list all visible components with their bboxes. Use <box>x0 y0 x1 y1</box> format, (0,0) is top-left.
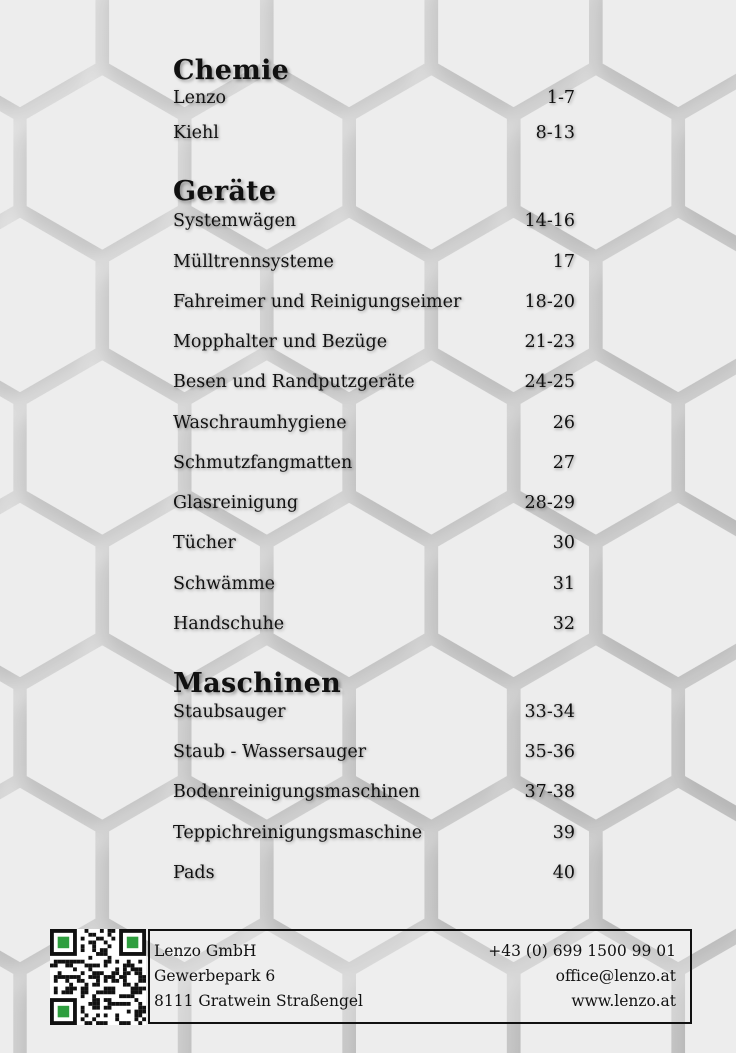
qr-module <box>81 987 85 991</box>
qr-module <box>73 987 77 991</box>
section-heading: Chemie <box>173 55 290 86</box>
qr-module <box>85 964 89 968</box>
qr-module <box>73 960 77 964</box>
qr-module <box>85 929 89 933</box>
qr-module <box>92 941 96 945</box>
qr-module <box>134 990 138 994</box>
qr-module <box>50 964 54 968</box>
qr-module <box>92 933 96 937</box>
qr-module <box>96 990 100 994</box>
qr-module <box>131 987 135 991</box>
qr-module <box>88 1021 92 1025</box>
qr-module <box>108 929 112 933</box>
qr-module <box>81 979 85 983</box>
qr-module <box>62 975 66 979</box>
qr-module <box>127 1021 131 1025</box>
qr-module <box>104 952 108 956</box>
qr-module <box>138 975 142 979</box>
qr-module <box>119 1002 123 1006</box>
qr-module <box>69 983 73 987</box>
phone-number: +43 (0) 699 1500 99 01 <box>488 942 676 960</box>
qr-module <box>123 1021 127 1025</box>
toc-entry[interactable] <box>173 250 575 274</box>
qr-module <box>88 975 92 979</box>
qr-module <box>138 990 142 994</box>
qr-module <box>119 975 123 979</box>
qr-module <box>69 964 73 968</box>
qr-module <box>142 1017 146 1021</box>
toc-entry-name: Pads <box>173 863 215 883</box>
qr-module <box>131 964 135 968</box>
qr-module <box>69 960 73 964</box>
qr-code-icon <box>50 929 146 1025</box>
qr-module <box>96 952 100 956</box>
qr-module <box>100 929 104 933</box>
qr-module <box>138 971 142 975</box>
qr-module <box>92 1002 96 1006</box>
qr-module <box>104 979 108 983</box>
qr-module <box>81 994 85 998</box>
qr-module <box>108 1006 112 1010</box>
toc-entry[interactable] <box>173 612 575 636</box>
toc-entry-name: Staubsauger <box>173 702 286 722</box>
section-heading: Geräte <box>173 176 277 207</box>
toc-entry-name: Glasreinigung <box>173 493 299 513</box>
qr-module <box>123 967 127 971</box>
qr-module <box>108 956 112 960</box>
qr-module <box>108 960 112 964</box>
qr-module <box>104 960 108 964</box>
qr-module <box>142 975 146 979</box>
toc-entry-pages: 8-13 <box>535 123 575 143</box>
street-address: Gewerbepark 6 <box>154 967 276 985</box>
qr-module <box>77 960 81 964</box>
qr-module <box>65 979 69 983</box>
qr-module <box>54 960 58 964</box>
toc-entry-name: Tücher <box>173 533 236 553</box>
toc-entry[interactable] <box>173 740 575 764</box>
qr-module <box>108 975 112 979</box>
qr-module <box>131 994 135 998</box>
qr-module <box>96 998 100 1002</box>
qr-module <box>88 964 92 968</box>
qr-module <box>119 994 123 998</box>
qr-module <box>100 971 104 975</box>
contact-box <box>148 929 692 1024</box>
toc-entry-name: Mülltrennsysteme <box>173 252 334 272</box>
toc-entry[interactable] <box>173 531 575 555</box>
qr-finder-center <box>58 1006 70 1018</box>
qr-module <box>92 1017 96 1021</box>
qr-module <box>81 971 85 975</box>
qr-module <box>111 971 115 975</box>
qr-module <box>111 979 115 983</box>
qr-module <box>81 1006 85 1010</box>
qr-module <box>85 1021 89 1025</box>
qr-module <box>96 1006 100 1010</box>
footer <box>50 929 692 1025</box>
qr-module <box>127 971 131 975</box>
qr-module <box>134 998 138 1002</box>
qr-module <box>65 964 69 968</box>
qr-module <box>104 987 108 991</box>
qr-module <box>85 983 89 987</box>
section-heading: Maschinen <box>173 668 342 699</box>
qr-module <box>104 948 108 952</box>
qr-module <box>85 1013 89 1017</box>
qr-module <box>81 1010 85 1014</box>
qr-module <box>96 1021 100 1025</box>
toc-entry-name: Systemwägen <box>173 211 297 231</box>
toc-entry-pages: 35-36 <box>524 742 575 762</box>
qr-module <box>138 1010 142 1014</box>
toc-entry-pages: 14-16 <box>524 211 575 231</box>
toc-entry-pages: 24-25 <box>524 372 575 392</box>
qr-module <box>92 964 96 968</box>
qr-module <box>138 1006 142 1010</box>
qr-module <box>123 994 127 998</box>
qr-module <box>85 990 89 994</box>
contact-block <box>488 939 676 1014</box>
qr-module <box>111 937 115 941</box>
qr-module <box>88 941 92 945</box>
qr-module <box>88 956 92 960</box>
qr-module <box>69 975 73 979</box>
qr-module <box>111 1002 115 1006</box>
city-address: 8111 Gratwein Straßengel <box>154 992 364 1010</box>
qr-module <box>134 1010 138 1014</box>
qr-module <box>104 964 108 968</box>
toc-entry-pages: 17 <box>552 252 575 272</box>
toc-entry[interactable] <box>173 290 575 314</box>
qr-module <box>142 1006 146 1010</box>
qr-module <box>65 975 69 979</box>
toc-entry[interactable] <box>173 209 575 233</box>
qr-module <box>81 937 85 941</box>
qr-module <box>127 964 131 968</box>
toc-entry[interactable] <box>173 121 575 145</box>
qr-module <box>134 1013 138 1017</box>
toc-entry[interactable] <box>173 451 575 475</box>
qr-module <box>142 979 146 983</box>
qr-module <box>96 1002 100 1006</box>
website-link[interactable]: www.lenzo.at <box>571 992 676 1010</box>
qr-module <box>134 971 138 975</box>
qr-module <box>96 971 100 975</box>
qr-module <box>81 1017 85 1021</box>
qr-module <box>81 944 85 948</box>
qr-module <box>104 1006 108 1010</box>
qr-module <box>92 948 96 952</box>
qr-module <box>100 937 104 941</box>
qr-module <box>138 1021 142 1025</box>
qr-module <box>69 990 73 994</box>
qr-module <box>104 990 108 994</box>
qr-module <box>104 1021 108 1025</box>
toc-entry-pages: 26 <box>552 413 575 433</box>
toc-entry-name: Fahreimer und Reinigungseimer <box>173 292 462 312</box>
address-block <box>154 939 363 1014</box>
qr-module <box>138 1013 142 1017</box>
toc-entry-pages: 40 <box>552 863 575 883</box>
toc-entry-name: Mopphalter und Bezüge <box>173 332 388 352</box>
toc-entry-pages: 33-34 <box>524 702 575 722</box>
qr-module <box>108 990 112 994</box>
toc-entry-pages: 18-20 <box>524 292 575 312</box>
qr-module <box>123 1002 127 1006</box>
toc-entry-name: Schwämme <box>173 574 276 594</box>
qr-module <box>115 979 119 983</box>
qr-module <box>81 960 85 964</box>
qr-module <box>77 975 81 979</box>
email-link[interactable]: office@lenzo.at <box>555 967 676 985</box>
qr-module <box>58 975 62 979</box>
toc-entry-pages: 21-23 <box>524 332 575 352</box>
qr-module <box>104 998 108 1002</box>
qr-module <box>69 987 73 991</box>
qr-module <box>104 975 108 979</box>
qr-module <box>134 967 138 971</box>
toc-entry-pages: 27 <box>552 453 575 473</box>
qr-module <box>54 975 58 979</box>
qr-module <box>65 987 69 991</box>
qr-module <box>104 941 108 945</box>
toc-entry[interactable] <box>173 821 575 845</box>
qr-module <box>111 929 115 933</box>
qr-module <box>138 979 142 983</box>
qr-module <box>108 933 112 937</box>
toc-entry[interactable] <box>173 370 575 394</box>
qr-module <box>88 967 92 971</box>
qr-module <box>123 979 127 983</box>
toc-entry[interactable] <box>173 491 575 515</box>
qr-module <box>77 979 81 983</box>
qr-module <box>58 971 62 975</box>
qr-module <box>96 937 100 941</box>
qr-module <box>73 967 77 971</box>
qr-module <box>123 975 127 979</box>
qr-module <box>108 987 112 991</box>
qr-module <box>127 983 131 987</box>
qr-module <box>127 994 131 998</box>
qr-module <box>100 1021 104 1025</box>
toc-entry-name: Kiehl <box>173 123 219 143</box>
qr-module <box>131 990 135 994</box>
qr-module <box>115 967 119 971</box>
qr-module <box>100 990 104 994</box>
qr-module <box>108 998 112 1002</box>
toc-entry-pages: 30 <box>552 533 575 553</box>
qr-finder-center <box>58 937 70 949</box>
toc-entry-name: Teppichreinigungsmaschine <box>173 823 423 843</box>
qr-module <box>54 964 58 968</box>
toc-entry-pages: 32 <box>552 614 575 634</box>
qr-module <box>92 983 96 987</box>
qr-module <box>100 948 104 952</box>
qr-module <box>111 990 115 994</box>
qr-module <box>123 971 127 975</box>
qr-module <box>104 1013 108 1017</box>
qr-module <box>92 1006 96 1010</box>
qr-module <box>108 1002 112 1006</box>
qr-module <box>96 964 100 968</box>
qr-module <box>92 998 96 1002</box>
toc-entry-name: Handschuhe <box>173 614 285 634</box>
toc-entry-pages: 31 <box>552 574 575 594</box>
qr-module <box>131 967 135 971</box>
qr-module <box>119 1021 123 1025</box>
qr-module <box>81 948 85 952</box>
qr-module <box>108 944 112 948</box>
qr-module <box>58 960 62 964</box>
qr-module <box>138 1002 142 1006</box>
qr-module <box>92 971 96 975</box>
toc-entry[interactable] <box>173 861 575 885</box>
qr-module <box>127 1010 131 1014</box>
toc-entry-name: Lenzo <box>173 88 227 108</box>
qr-module <box>92 944 96 948</box>
qr-module <box>123 983 127 987</box>
toc-entry-name: Bodenreinigungsmaschinen <box>173 782 420 802</box>
toc-entry-name: Staub - Wassersauger <box>173 742 367 762</box>
toc-entry[interactable] <box>173 572 575 596</box>
qr-module <box>96 1013 100 1017</box>
qr-module <box>134 983 138 987</box>
toc-entry-name: Waschraumhygiene <box>173 413 347 433</box>
toc-entry-pages: 28-29 <box>524 493 575 513</box>
toc-entry[interactable] <box>173 86 575 110</box>
qr-module <box>115 1013 119 1017</box>
qr-module <box>62 990 66 994</box>
qr-module <box>138 967 142 971</box>
qr-module <box>138 960 142 964</box>
qr-module <box>115 1002 119 1006</box>
toc-entry[interactable] <box>173 330 575 354</box>
qr-module <box>142 987 146 991</box>
qr-module <box>115 960 119 964</box>
qr-module <box>115 971 119 975</box>
toc-entry-pages: 39 <box>552 823 575 843</box>
qr-module <box>92 994 96 998</box>
qr-module <box>111 975 115 979</box>
company-name: Lenzo GmbH <box>154 942 257 960</box>
qr-module <box>54 987 58 991</box>
qr-module <box>115 1017 119 1021</box>
qr-module <box>54 979 58 983</box>
qr-module <box>123 964 127 968</box>
qr-module <box>65 990 69 994</box>
qr-module <box>100 952 104 956</box>
qr-module <box>138 987 142 991</box>
toc-entry[interactable] <box>173 700 575 724</box>
qr-module <box>65 960 69 964</box>
qr-finder-center <box>127 937 139 949</box>
qr-module <box>92 975 96 979</box>
qr-module <box>134 987 138 991</box>
qr-module <box>62 960 66 964</box>
qr-module <box>96 979 100 983</box>
toc-entry[interactable] <box>173 411 575 435</box>
qr-module <box>127 960 131 964</box>
qr-module <box>127 1002 131 1006</box>
toc-entry-pages: 1-7 <box>546 88 575 108</box>
qr-module <box>88 1002 92 1006</box>
qr-module <box>96 983 100 987</box>
toc-entry[interactable] <box>173 780 575 804</box>
qr-module <box>85 987 89 991</box>
qr-module <box>111 987 115 991</box>
qr-module <box>96 975 100 979</box>
qr-module <box>142 1010 146 1014</box>
toc-entry-name: Schmutzfangmatten <box>173 453 353 473</box>
qr-module <box>54 990 58 994</box>
toc-entry-pages: 37-38 <box>524 782 575 802</box>
qr-module <box>88 933 92 937</box>
qr-module <box>81 990 85 994</box>
toc-entry-name: Besen und Randputzgeräte <box>173 372 415 392</box>
qr-module <box>134 1017 138 1021</box>
qr-module <box>73 975 77 979</box>
